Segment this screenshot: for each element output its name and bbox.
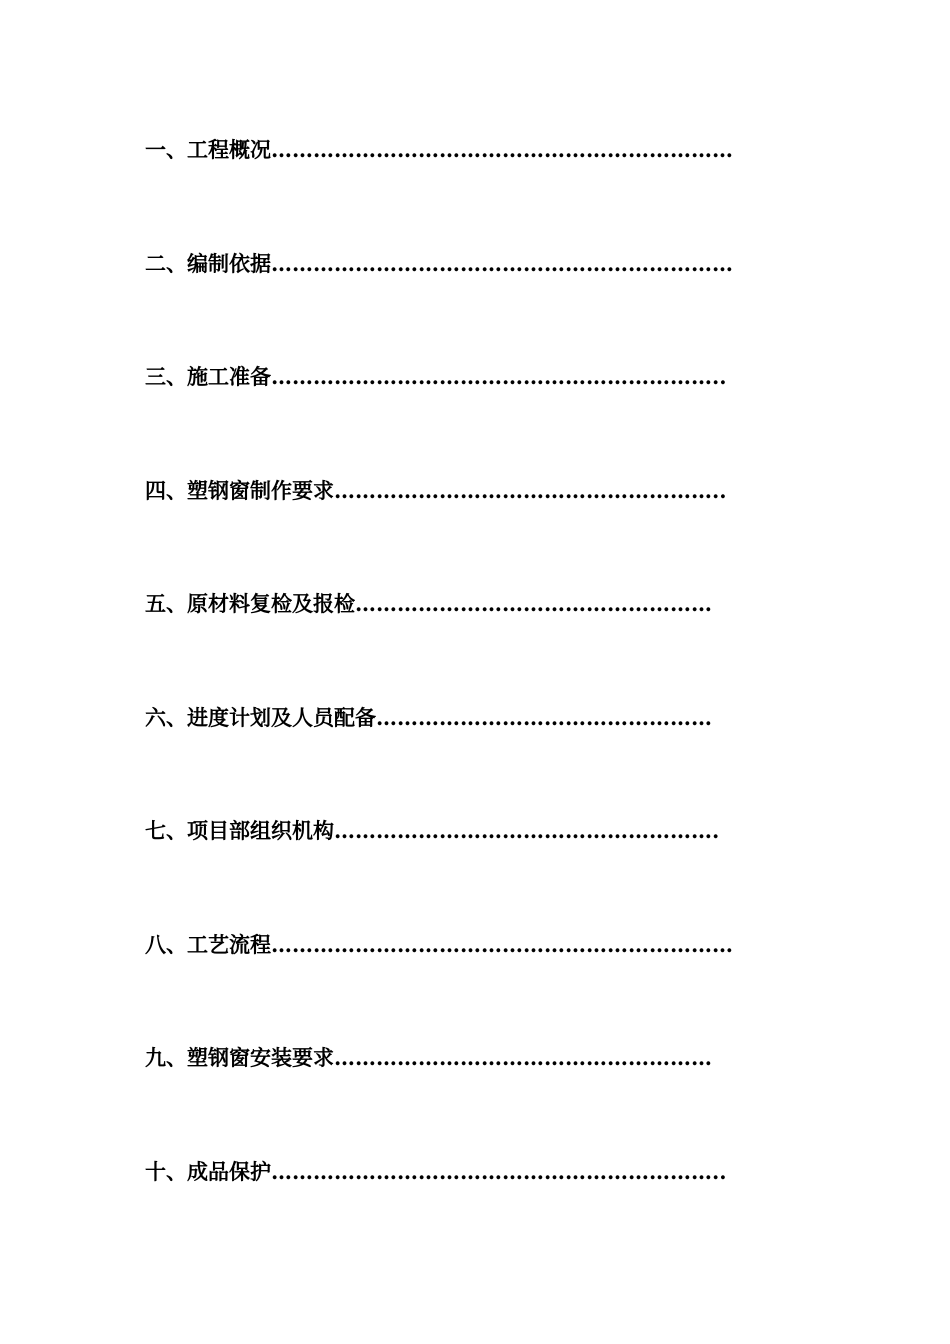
toc-entry-text: 八、工艺流程………………………………………………………… xyxy=(145,931,733,957)
toc-entry-1 xyxy=(145,132,805,246)
toc-entry-8 xyxy=(145,927,805,1041)
toc-entry-text: 三、施工准备……………………………………………………….. xyxy=(145,364,727,389)
toc-entry-9 xyxy=(145,1040,805,1154)
toc-entry-text: 四、塑钢窗制作要求……………………………………………….. xyxy=(145,477,727,503)
toc-entry-text: 六、进度计划及人员配备………………………………………… xyxy=(145,704,712,730)
toc-entry-4 xyxy=(145,473,805,587)
toc-entry-6 xyxy=(145,700,805,814)
toc-entry-text: 九、塑钢窗安装要求……………………………………………… xyxy=(145,1045,712,1070)
toc-entry-text: 二、编制依据………………………………………………………… xyxy=(145,250,733,276)
toc-entry-text: 一、工程概况………………………………………………………… xyxy=(145,137,733,162)
table-of-contents xyxy=(145,132,805,1267)
toc-entry-text: 七、项目部组织机构………………………………………………. xyxy=(145,818,720,843)
toc-entry-text: 十、成品保护……………………………………………………….. xyxy=(145,1158,727,1184)
toc-entry-10 xyxy=(145,1154,805,1268)
toc-entry-text: 五、原材料复检及报检…………………………………………… xyxy=(145,591,712,616)
toc-entry-2 xyxy=(145,246,805,360)
toc-entry-7 xyxy=(145,813,805,927)
toc-entry-3 xyxy=(145,359,805,473)
toc-entry-5 xyxy=(145,586,805,700)
